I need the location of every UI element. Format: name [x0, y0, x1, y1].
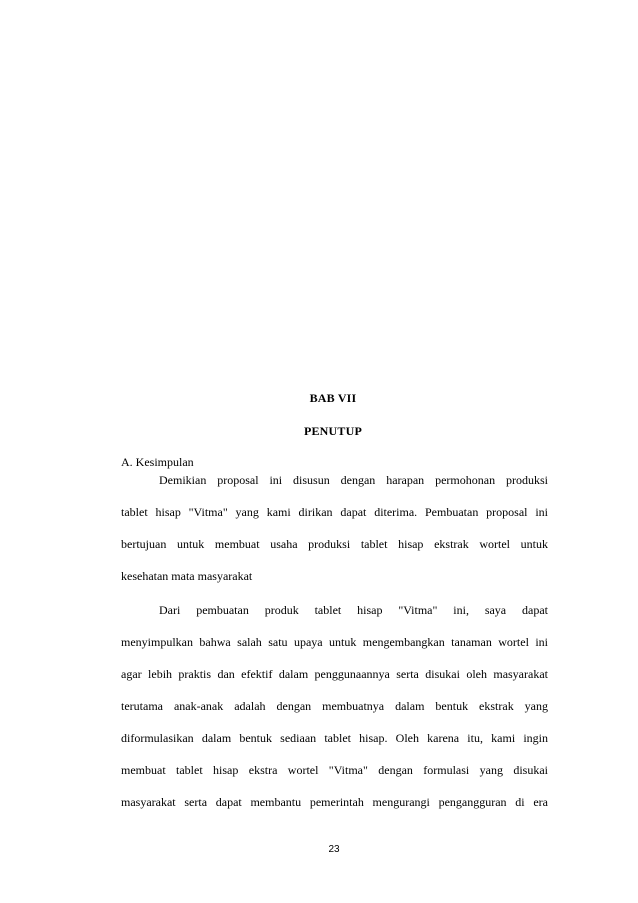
paragraph-line: Dari pembuatan produk tablet hisap "Vitma" ini, saya dapat — [159, 603, 548, 617]
paragraph-line: tablet hisap "Vitma" yang kami dirikan dapat diterima. Pembuatan proposal ini — [121, 505, 548, 519]
section-heading: A. Kesimpulan — [121, 455, 194, 469]
paragraph-line: bertujuan untuk membuat usaha produksi tablet hisap ekstrak wortel untuk — [121, 537, 548, 551]
chapter-heading: BAB VII — [309, 391, 357, 405]
chapter-title: PENUTUP — [303, 424, 363, 438]
paragraph-2 — [121, 594, 548, 818]
paragraph-line: masyarakat serta dapat membantu pemerintah mengurangi pengangguran di era — [121, 795, 548, 809]
paragraph-line: membuat tablet hisap ekstra wortel "Vitma" dengan formulasi yang disukai — [121, 763, 548, 777]
paragraph-line: agar lebih praktis dan efektif dalam penggunaannya serta disukai oleh masyarakat — [121, 667, 548, 681]
page-number: 23 — [328, 844, 340, 855]
paragraph-line: terutama anak-anak adalah dengan membuatnya dalam bentuk ekstrak yang — [121, 699, 548, 713]
paragraph-1 — [121, 464, 548, 592]
paragraph-line: kesehatan mata masyarakat — [121, 569, 253, 583]
paragraph-line: Demikian proposal ini disusun dengan harapan permohonan produksi — [159, 473, 548, 487]
paragraph-line: menyimpulkan bahwa salah satu upaya untuk mengembangkan tanaman wortel ini — [121, 635, 548, 649]
paragraph-line: diformulasikan dalam bentuk sediaan tablet hisap. Oleh karena itu, kami ingin — [121, 731, 548, 745]
